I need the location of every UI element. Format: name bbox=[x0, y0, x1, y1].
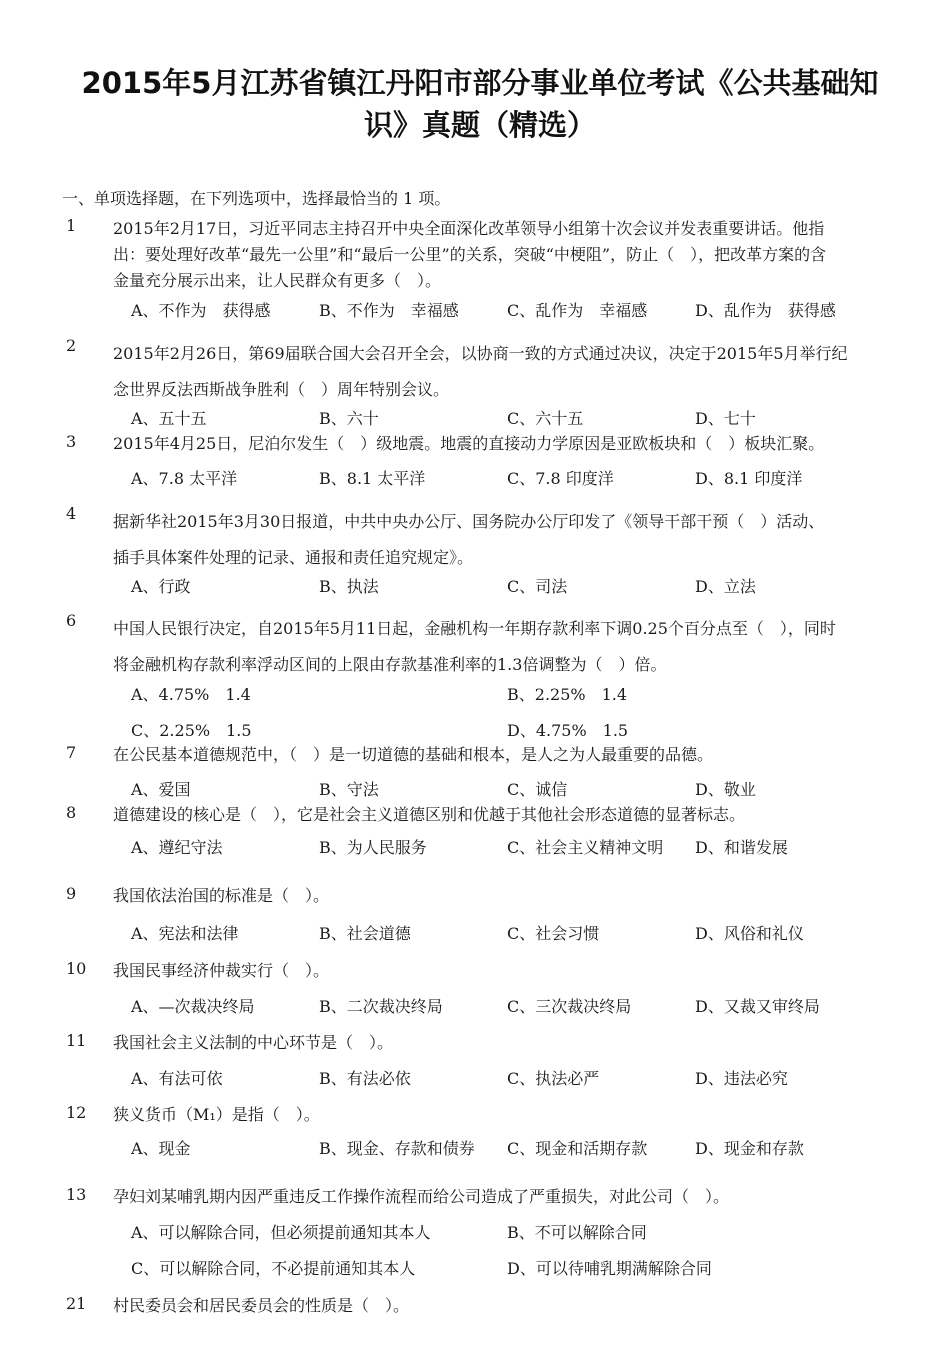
question-text: 2015年2月17日，习近平同志主持召开中央全面深化改革领导小组第十次会议并发表重要讲话。他指 出：要处理好改革“最先一公里”和“最后一公里”的关系，突破“中梗阻”，防止（ ），把改革方案的含 金量充分展示出来，让人民群众有更多（ ）。 bbox=[113, 219, 827, 290]
option-d[interactable]: D、七十 bbox=[695, 409, 756, 428]
question-number: 8 bbox=[66, 803, 77, 822]
question-number: 21 bbox=[66, 1294, 87, 1313]
option-c[interactable]: C、可以解除合同，不必提前通知其本人 bbox=[131, 1259, 416, 1278]
option-a[interactable]: A、行政 bbox=[131, 577, 191, 596]
option-a[interactable]: A、遵纪守法 bbox=[131, 838, 223, 857]
option-d[interactable]: D、和谐发展 bbox=[695, 838, 788, 857]
option-d[interactable]: D、4.75% 1.5 bbox=[507, 721, 629, 740]
option-c[interactable]: C、7.8 印度洋 bbox=[507, 469, 614, 488]
question-text: 狭义货币（M₁）是指（ ）。 bbox=[113, 1105, 320, 1124]
option-d[interactable]: D、风俗和礼仪 bbox=[695, 924, 804, 943]
option-c[interactable]: C、社会主义精神文明 bbox=[507, 838, 664, 857]
title-line-2: 识》真题（精选） bbox=[363, 108, 596, 142]
option-c[interactable]: C、社会习惯 bbox=[507, 924, 600, 943]
question-text: 我国社会主义法制的中心环节是（ ）。 bbox=[113, 1033, 394, 1052]
question-number: 13 bbox=[66, 1185, 87, 1204]
option-d[interactable]: D、现金和存款 bbox=[695, 1139, 804, 1158]
option-a[interactable]: A、宪法和法律 bbox=[131, 924, 239, 943]
option-a[interactable]: A、可以解除合同，但必须提前通知其本人 bbox=[131, 1223, 431, 1242]
option-b[interactable]: B、8.1 太平洋 bbox=[319, 469, 426, 488]
title-line-1: 2015年5月江苏省镇江丹阳市部分事业单位考试《公共基础知 bbox=[81, 66, 879, 100]
option-c[interactable]: C、三次裁决终局 bbox=[507, 997, 632, 1016]
question-text: 中国人民银行决定，自2015年5月11日起，金融机构一年期存款利率下调0.25个百分点至（ ），同时 将金融机构存款利率浮动区间的上限由存款基准利率的1.3倍调整为（ ）倍。 bbox=[113, 619, 836, 674]
question-text: 2015年4月25日，尼泊尔发生（ ）级地震。地震的直接动力学原因是亚欧板块和（ ）板块汇聚。 bbox=[113, 434, 825, 453]
option-b[interactable]: B、执法 bbox=[319, 577, 379, 596]
question-number: 6 bbox=[66, 611, 77, 630]
option-b[interactable]: B、不可以解除合同 bbox=[507, 1223, 647, 1242]
section-heading: 一、单项选择题，在下列选项中，选择最恰当的 1 项。 bbox=[62, 189, 451, 208]
question-number: 12 bbox=[66, 1103, 87, 1122]
option-c[interactable]: C、现金和活期存款 bbox=[507, 1139, 648, 1158]
option-b[interactable]: B、现金、存款和债券 bbox=[319, 1139, 475, 1158]
question-text: 我国依法治国的标准是（ ）。 bbox=[113, 886, 330, 905]
question-number: 10 bbox=[66, 959, 87, 978]
option-b[interactable]: B、为人民服务 bbox=[319, 838, 427, 857]
option-c[interactable]: C、乱作为 幸福感 bbox=[507, 301, 648, 320]
question-text: 我国民事经济仲裁实行（ ）。 bbox=[113, 961, 330, 980]
option-b[interactable]: B、社会道德 bbox=[319, 924, 411, 943]
question-number: 1 bbox=[66, 216, 77, 235]
option-a[interactable]: A、五十五 bbox=[131, 409, 207, 428]
option-b[interactable]: B、不作为 幸福感 bbox=[319, 301, 459, 320]
option-a[interactable]: A、4.75% 1.4 bbox=[131, 685, 251, 704]
option-d[interactable]: D、敬业 bbox=[695, 780, 756, 799]
option-b[interactable]: B、二次裁决终局 bbox=[319, 997, 443, 1016]
question-text: 孕妇刘某哺乳期内因严重违反工作操作流程而给公司造成了严重损失，对此公司（ ）。 bbox=[113, 1187, 730, 1206]
option-d[interactable]: D、可以待哺乳期满解除合同 bbox=[507, 1259, 712, 1278]
option-b[interactable]: B、六十 bbox=[319, 409, 379, 428]
question-number: 2 bbox=[66, 336, 77, 355]
question-text: 村民委员会和居民委员会的性质是（ ）。 bbox=[113, 1296, 410, 1315]
option-d[interactable]: D、乱作为 获得感 bbox=[695, 301, 836, 320]
question-number: 4 bbox=[66, 504, 77, 523]
option-a[interactable]: A、现金 bbox=[131, 1139, 191, 1158]
option-c[interactable]: C、诚信 bbox=[507, 780, 568, 799]
question-number: 3 bbox=[66, 432, 77, 451]
option-a[interactable]: A、爱国 bbox=[131, 780, 191, 799]
option-d[interactable]: D、违法必究 bbox=[695, 1069, 788, 1088]
question-text: 在公民基本道德规范中，（ ）是一切道德的基础和根本，是人之为人最重要的品德。 bbox=[113, 745, 714, 764]
option-d[interactable]: D、8.1 印度洋 bbox=[695, 469, 803, 488]
option-c[interactable]: C、执法必严 bbox=[507, 1069, 600, 1088]
option-b[interactable]: B、守法 bbox=[319, 780, 379, 799]
question-text: 2015年2月26日，第69届联合国大会召开全会，以协商一致的方式通过决议，决定于2015年5月举行纪 念世界反法西斯战争胜利（ ）周年特别会议。 bbox=[113, 344, 848, 399]
question-number: 11 bbox=[66, 1031, 87, 1050]
option-c[interactable]: C、司法 bbox=[507, 577, 568, 596]
option-a[interactable]: A、不作为 获得感 bbox=[131, 301, 271, 320]
question-text: 据新华社2015年3月30日报道，中共中央办公厅、国务院办公厅印发了《领导干部干预（ ）活动、 插手具体案件处理的记录、通报和责任追究规定》。 bbox=[113, 512, 825, 567]
question-number: 7 bbox=[66, 743, 77, 762]
option-a[interactable]: A、—次裁决终局 bbox=[131, 997, 255, 1016]
option-d[interactable]: D、立法 bbox=[695, 577, 756, 596]
option-a[interactable]: A、7.8 太平洋 bbox=[131, 469, 238, 488]
document-title bbox=[60, 62, 900, 146]
option-c[interactable]: C、2.25% 1.5 bbox=[131, 721, 252, 740]
question-number: 9 bbox=[66, 884, 77, 903]
option-d[interactable]: D、又裁又审终局 bbox=[695, 997, 820, 1016]
question-text: 道德建设的核心是（ ），它是社会主义道德区别和优越于其他社会形态道德的显著标志。 bbox=[113, 805, 746, 824]
option-b[interactable]: B、2.25% 1.4 bbox=[507, 685, 628, 704]
option-c[interactable]: C、六十五 bbox=[507, 409, 584, 428]
option-a[interactable]: A、有法可依 bbox=[131, 1069, 223, 1088]
option-b[interactable]: B、有法必依 bbox=[319, 1069, 411, 1088]
